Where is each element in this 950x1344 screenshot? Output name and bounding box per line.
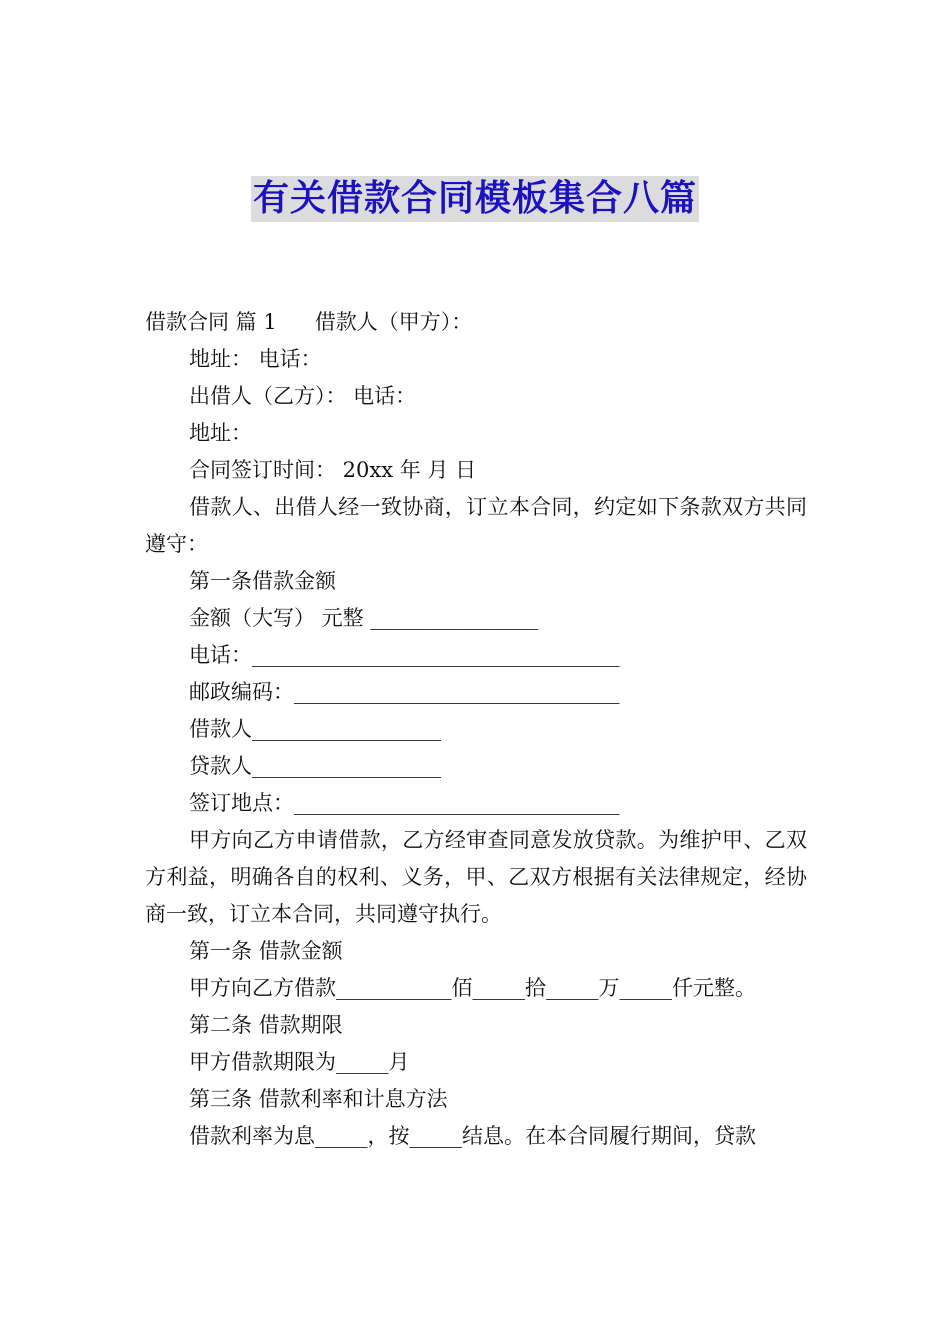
loan-term-line: 甲方借款期限为_____月 xyxy=(189,1050,410,1074)
lender-field-line: 贷款人__________________ xyxy=(189,754,441,778)
borrower-field-line: 借款人__________________ xyxy=(189,717,441,741)
sign-place-field-line: 签订地点：_______________________________ xyxy=(189,791,620,815)
phone-field-line: 电话：___________________________________ xyxy=(189,643,620,667)
lender-line: 出借人（乙方）： 电话： xyxy=(189,384,417,408)
postcode-field-line: 邮政编码：_______________________________ xyxy=(189,680,620,704)
agreement-paragraph: 借款人、出借人经一致协商，订立本合同，约定如下条款双方共同遵守： xyxy=(145,495,807,556)
contract-heading-line xyxy=(145,304,807,341)
document-body xyxy=(145,304,807,1155)
interest-paragraph: 借款利率为息_____，按_____结息。在本合同履行期间，贷款 xyxy=(189,1124,756,1148)
sign-date-line: 合同签订时间： 20xx 年 月 日 xyxy=(189,458,477,482)
article-one-heading: 第一条借款金额 xyxy=(189,569,336,593)
loan-amount-paragraph: 甲方向乙方借款___________佰_____拾_____万_____仟元整。 xyxy=(189,976,756,1000)
amount-field-line: 金额（大写） 元整 ________________ xyxy=(189,606,539,630)
article-amount-heading: 第一条 借款金额 xyxy=(189,939,343,963)
borrower-label: 借款人（甲方）： xyxy=(314,310,473,334)
article-term-heading: 第二条 借款期限 xyxy=(189,1013,343,1037)
lender-address-line: 地址： xyxy=(189,421,252,445)
address-phone-line: 地址： 电话： xyxy=(189,347,322,371)
article-interest-heading: 第三条 借款利率和计息方法 xyxy=(189,1087,448,1111)
document-title: 有关借款合同模板集合八篇 xyxy=(251,176,699,222)
purpose-paragraph: 甲方向乙方申请借款，乙方经审查同意发放贷款。为维护甲、乙双方利益，明确各自的权利、义务，甲、乙双方根据有关法律规定，经协商一致，订立本合同，共同遵守执行。 xyxy=(145,828,807,926)
title-container xyxy=(0,176,950,222)
contract-section-label: 借款合同 篇 1 xyxy=(145,310,277,334)
